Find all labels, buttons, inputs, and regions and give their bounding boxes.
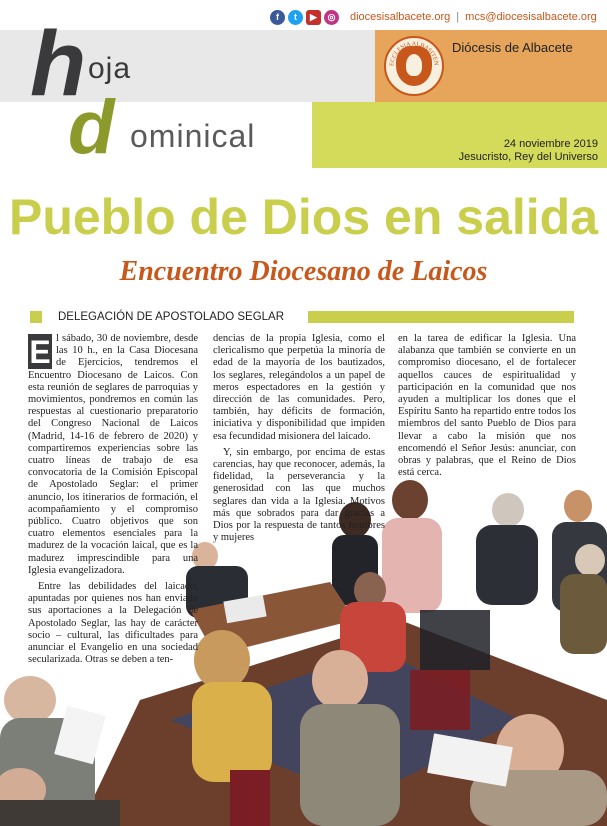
section-marker bbox=[30, 311, 42, 323]
drop-cap: E bbox=[29, 333, 51, 370]
issue-date-block bbox=[330, 138, 598, 164]
instagram-icon[interactable]: ◎ bbox=[324, 10, 339, 25]
logo-word-ominical: ominical bbox=[130, 118, 256, 154]
logo-letter-h: h bbox=[30, 13, 87, 115]
youtube-icon[interactable]: ▶ bbox=[306, 10, 321, 25]
column-1-paragraph-1-text: l sábado, 30 de noviembre, desde las 10 h., en la Casa Diocesana de Ejercicios, tendremos el Encuentro Diocesano de Laicos. Con esta reunión de seglares de parroquias y movimientos, pondremos en común las respuestas al cuestionario preparatorio del Congreso Nacional de Laicos (Madrid, 14-16 de febrero de 2020) y compartiremos experiencias sobre las cuatro líneas de trabajo de esa convocatoria de la Comisión Episcopal de Apostolado Seglar: el primer anuncio, los itinerarios de formación, el acompañamiento y el compromiso público. Cuatro objetivos que son cuatro elementos esenciales para la madurez de la vocación laical, que es la madurez imprescindible para una Iglesia evangelizadora. bbox=[28, 333, 198, 576]
article-column-2 bbox=[213, 333, 385, 548]
email-link[interactable]: mcs@diocesisalbacete.org bbox=[465, 11, 597, 23]
website-link[interactable]: diocesisalbacete.org bbox=[350, 11, 451, 23]
liturgical-feast: Jesucristo, Rey del Universo bbox=[458, 151, 598, 164]
article-subtitle: Encuentro Diocesano de Laicos bbox=[119, 256, 488, 287]
link-separator: | bbox=[456, 11, 460, 23]
column-3-paragraph-1: en la tarea de edificar la Iglesia. Una alabanza que también se convierte en un compromiso diocesano, el de fortalecer aquellos cauces de espiritualidad y participación en la comunidad que nos ayuden a multiplicar los dones que el Espíritu Santo ha repartido entre todos los miembros del santo Pueblo de Dios para llevar a cabo la misión que nos encomendó el Señor Jesús: anunciar, con obras y palabras, que el Reino de Dios está cerca. bbox=[398, 333, 576, 479]
section-rule bbox=[308, 311, 574, 323]
svg-text:ECCLESIA ALBASITENSIS bbox=[386, 38, 439, 66]
seal-text: ECCLESIA ALBASITEN bbox=[389, 41, 439, 67]
twitter-icon[interactable]: t bbox=[288, 10, 303, 25]
seal-ring bbox=[386, 38, 442, 94]
column-1-paragraph bbox=[28, 333, 198, 577]
contact-links bbox=[350, 11, 597, 23]
article-column-3 bbox=[398, 333, 576, 483]
diocese-seal bbox=[384, 36, 444, 96]
article-title: Pueblo de Dios en salida bbox=[8, 189, 599, 245]
column-2-paragraph-2: Y, sin embargo, por encima de estas carencias, hay que reconocer, además, la fidelidad, la perseverancia y la generosidad con las que muchos seglares dan vida a la Iglesia. Motivos más que sobrados para dar gracias a Dios por la respuesta de tantos hombres y mujeres bbox=[213, 446, 385, 544]
logo-letter-d: d bbox=[68, 85, 115, 170]
column-1-paragraph-2: Entre las debilidades del laicado, apuntadas por quienes nos han enviado sus aportaciones a la Delegación de Apostolado Seglar, las hay de carácter socio – cultural, las dificultades para anunciar el Evangelio en una sociedad secularizada. Otras se deben a ten- bbox=[28, 581, 198, 666]
column-2-paragraph-1: dencias de la propia Iglesia, como el clericalismo que perpetúa la minoría de edad de la mayoría de los bautizados, los seglares, relegándolos a un papel de meros espectadores en la gestión y dirección de las comunidades. Pero, también, hay déficits de formación, iniciativa y disponibilidad que impiden esa fecundidad misionera del laicado. bbox=[213, 333, 385, 442]
social-bar bbox=[270, 8, 597, 26]
section-label: DELEGACIÓN DE APOSTOLADO SEGLAR bbox=[58, 311, 285, 323]
diocese-name: Diócesis de Albacete bbox=[452, 40, 573, 55]
issue-date: 24 noviembre 2019 bbox=[503, 138, 598, 150]
logo-word-oja: oja bbox=[88, 52, 132, 85]
facebook-icon[interactable]: f bbox=[270, 10, 285, 25]
article-column-1 bbox=[28, 333, 198, 670]
